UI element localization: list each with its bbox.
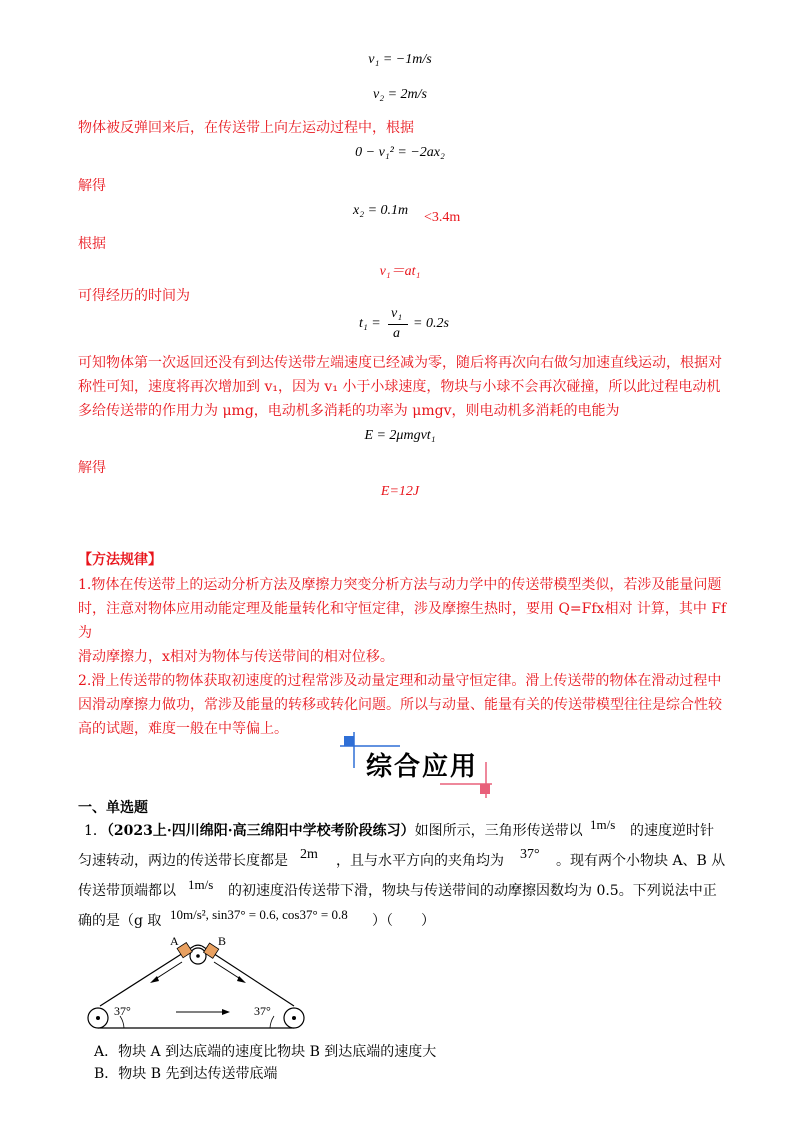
figure-conveyor [84,932,308,1036]
paragraph-conclusion [78,351,728,423]
question-angle: 37° [520,847,540,862]
question-text-1b: 的速度逆时针 [630,823,714,839]
question-given-values: 10m/s², sin37° = 0.6, cos37° = 0.8 [170,907,348,922]
question-text-3a: 传送带顶端都以 [78,883,176,899]
question-text-2a: 匀速转动，两边的传送带长度都是 [78,853,288,869]
equation-v1-at: v₁＝at₁ [379,264,421,279]
figure-label-b: B [218,934,227,948]
method-2-line-1: 2.滑上传送带的物体获取初速度的过程常涉及动量定理和动量守恒定律。滑上传送带的物体在滑动过程中 [78,673,722,689]
paragraph-conclusion-line-2: 称性可知，速度将再次增加到 v₁，因为 v₁ 小于小球速度，物块与小球不会再次碰撞，所以此过程电动机 [78,379,721,395]
question-source: （2023上·四川绵阳·高三绵阳中学校考阶段练习） [106,823,415,839]
equation-energy: E = 2μmgvt₁ [364,428,436,443]
question-text-2c: 。现有两个小物块 A、B 从 [556,853,726,869]
equation-energy-result: E=12J [380,484,420,499]
figure-label-a: A [170,934,179,948]
label-genju: 根据 [78,236,106,252]
method-1-line-2: 时，注意对物体应用动能定理及能量转化和守恒定律，涉及摩擦生热时，要用 Q=Ffx相对 计算，其中 Ff为 [78,601,727,641]
equation-x2: x₂ = 0.1m [353,203,409,218]
method-1-line-1: 1.物体在传送带上的运动分析方法及摩擦力突变分析方法与动力学中的传送带模型类似，若涉及能量问题 [78,577,722,593]
question-speed-2: 1m/s [188,877,214,892]
question-length: 2m [300,847,318,862]
question-text-4a: 确的是（g 取 [78,913,162,929]
paragraph-conclusion-line-3: 多给传送带的作用力为 μmg，电动机多消耗的功率为 μmgv，则电动机多消耗的电能为 [78,403,620,419]
question-speed-1: 1m/s [590,817,616,832]
figure-angle-right: 37° [254,1004,271,1018]
conveyor-diagram [84,932,308,1036]
equation-v1: v₁ = −1m/s [368,52,432,67]
section-banner [340,732,500,802]
method-2-line-3: 高的试题，难度一般在中等偏上。 [78,721,288,737]
question-line-1 [84,819,583,843]
paragraph-rebound: 物体被反弹回来后，在传送带上向左运动过程中，根据 [78,120,414,136]
question-text-2b: ，且与水平方向的夹角均为 [336,853,504,869]
figure-angle-left: 37° [114,1004,131,1018]
label-time: 可得经历的时间为 [78,288,190,304]
question-text-3b: 的初速度沿传送带下滑，物块与传送带间的动摩擦因数均为 0.5。下列说法中正 [228,883,717,899]
equation-kinematic: 0 − v₁² = −2ax₂ [355,145,445,160]
method-block [78,573,738,741]
method-1-line-3: 滑动摩擦力，x相对为物体与传送带间的相对位移。 [78,649,394,665]
question-text-1a: 如图所示，三角形传送带以 [414,823,583,839]
question-number: 1． [84,823,107,839]
option-b[interactable]: B．物块 B 先到达传送带底端 [94,1066,278,1082]
method-2-line-2: 因滑动摩擦力做功，常涉及能量的转移或转化问题。所以与动量、能量有关的传送带模型往往是综合性较 [78,697,722,713]
question-text-4b: ）（ ） [372,913,435,929]
method-title: 【方法规律】 [78,552,162,568]
label-jiede-1: 解得 [78,178,106,194]
section-heading: 一、单选题 [78,800,148,816]
banner-title: 综合应用 [366,752,479,782]
equation-t1: t₁ = v₁ a = 0.2s [359,306,449,341]
label-jiede-2: 解得 [78,460,106,476]
equation-x2-note: <3.4m [424,210,461,225]
equation-v2: v₂ = 2m/s [373,87,427,102]
option-a[interactable]: A．物块 A 到达底端的速度比物块 B 到达底端的速度大 [94,1044,437,1060]
paragraph-conclusion-line-1: 可知物体第一次返回还没有到达传送带左端速度已经减为零，随后将再次向右做匀加速直线运动，根据对 [78,355,722,371]
